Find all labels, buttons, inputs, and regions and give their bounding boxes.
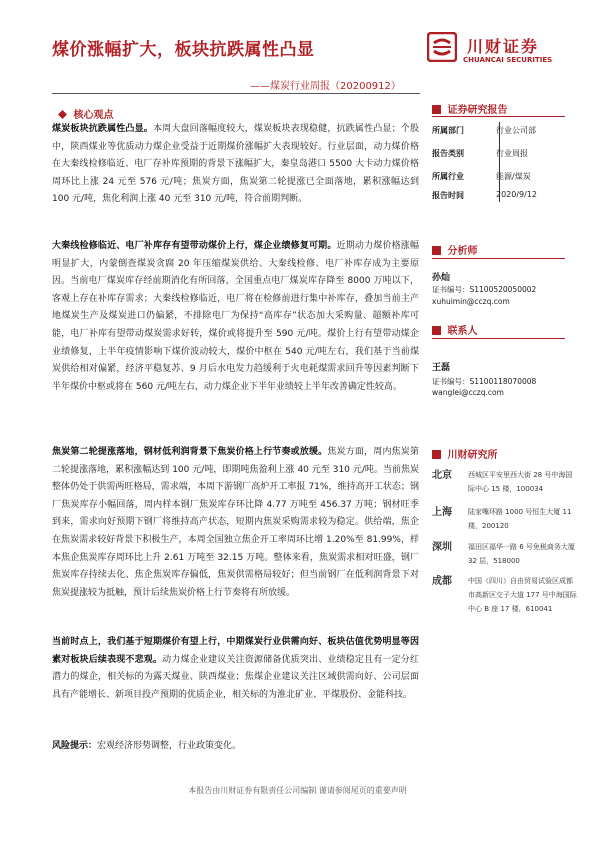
- office-city-shanghai: 上海: [432, 507, 452, 518]
- info-value: 2020/9/12: [496, 190, 538, 199]
- logo-text-cn: 川财证券: [467, 37, 540, 56]
- sidebar-rule: [432, 116, 565, 117]
- office-city-shenzhen: 深圳: [432, 542, 452, 553]
- info-value: 行业公司部: [496, 126, 536, 135]
- paragraph-4: [52, 634, 419, 704]
- info-key: 报告类别: [432, 149, 464, 158]
- logo-mark-icon: [427, 32, 457, 62]
- sidebar-company-title: [432, 446, 497, 461]
- info-value: 行业周报: [496, 149, 528, 158]
- office-city-beijing: 北京: [432, 470, 452, 481]
- info-key: 所属部门: [432, 126, 464, 135]
- paragraph-4-lead: 当前时点上，我们基于短期煤价有望上行，中期煤炭行业供需向好、板块估值优势明显等因素对板块后续表现不悲观。: [52, 637, 419, 665]
- sidebar-contact-label: 联系人: [447, 326, 478, 337]
- info-key: 报告时间: [432, 191, 464, 200]
- paragraph-3-text: 焦炭方面，周内焦炭第二轮提涨落地，累积涨幅达到 100 元/吨，即期吨焦盈利上涨 40 元至 310 元/吨。当前焦炭整体仍处于供需两旺格局，需求端，本周下游钢厂高炉开工率报 71%，维持高开工状态；钢厂焦炭库存小幅回落，周内样本钢厂焦炭库存环比降 4.77 万吨至 456.37 万吨；钢材旺季到来，需求向好预期下钢厂将维持高产状态，短期内焦炭采购需求较为稳定。供给端，焦企在焦炭需求较好背景下积极生产，本周全国独立焦企开工率周环比增 1.20%至 81.99%，样本焦企焦炭库存周环比上升 2.61 万吨至 32.15 万吨。整体来看，焦炭需求相对旺盛，钢厂焦炭库存持续去化、焦企焦炭库存偏低，焦炭供需格局较好；但当前钢厂在低利润背景下对焦炭提涨较为抵触，预计后续焦炭价格上行节奏将有所放缓。: [52, 447, 419, 598]
- paragraph-1-lead: 煤炭板块抗跌属性凸显。: [52, 124, 153, 134]
- risk-warning: [52, 738, 419, 756]
- office-address-chengdu: 中国（四川）自由贸易试验区成都市高新区交子大道 177 号中海国际中心 B 座 17 楼，610041: [468, 577, 577, 613]
- office-address-beijing: 西城区平安里西大街 28 号中海国际中心 15 楼，100034: [468, 471, 573, 493]
- report-subtitle: ——煤炭行业周报（20200912）: [250, 81, 401, 92]
- analyst-email[interactable]: xuhuimin@cczq.com: [432, 297, 510, 306]
- paragraph-2: [52, 238, 419, 396]
- contact-email[interactable]: wanglei@cczq.com: [432, 388, 504, 397]
- office-address-shanghai: 陆家嘴环路 1000 号恒生大厦 11 楼，200120: [468, 508, 572, 530]
- diamond-icon: [58, 110, 67, 119]
- contact-cert: 证书编号：S1100118070008: [432, 377, 537, 386]
- sidebar-report-title: [432, 101, 507, 116]
- sidebar-contact-title: [432, 322, 477, 337]
- info-key: 所属行业: [432, 172, 464, 181]
- square-icon: [432, 450, 441, 459]
- sidebar-report-title-label: 证券研究报告: [447, 105, 508, 116]
- paragraph-3: [52, 444, 419, 602]
- risk-text: 宏观经济形势调整，行业政策变化。: [97, 741, 242, 751]
- paragraph-1-text: 本周大盘回落幅度较大，煤炭板块表现稳健，抗跌属性凸显；个股中，陕西煤业等优质动力煤企业受益于近期煤价涨幅扩大表现较好。行业层面，动力煤价格在大秦线检修临近、电厂存补库预期的背景下涨幅扩大，秦皇岛港口 5500 大卡动力煤价格周环比上涨 24 元至 576 元/吨；焦炭方面，焦炭第二轮提涨已全面落地，累积涨幅达到 100 元/吨，焦化利润上涨 40 元至 310 元/吨，符合前期判断。: [52, 124, 419, 205]
- paragraph-4-text: 动力煤企业建议关注资源储备优质突出、业绩稳定且有一定分红潜力的煤企，相关标的为露天煤业、陕西煤业；焦煤企业建议关注区域供需向好、公司层面具有产能增长、新项目投产预期的优质企业，相关标的为淮北矿业、平煤股份、金能科技。: [52, 654, 419, 700]
- square-icon: [432, 246, 441, 255]
- analyst-name: 孙灿: [432, 273, 451, 283]
- contact-name: 王磊: [432, 363, 451, 373]
- header-divider: [52, 93, 420, 94]
- paragraph-3-lead: 焦炭第二轮提涨落地，钢材低利润背景下焦炭价格上行节奏或放缓。: [52, 447, 328, 457]
- office-address-shenzhen: 福田区福华一路 6 号免税商务大厦 32 层，518000: [468, 543, 575, 565]
- section-core-views-label: 核心观点: [73, 110, 114, 121]
- company-logo: [427, 30, 567, 70]
- sidebar-rule: [432, 338, 565, 339]
- page-footer: 本报告由川财证券有限责任公司编制 谨请参阅尾页的重要声明: [188, 786, 407, 795]
- sidebar-company-label: 川财研究所: [447, 450, 498, 461]
- office-city-chengdu: 成都: [432, 576, 452, 587]
- paragraph-2-lead: 大秦线检修临近、电厂补库存有望带动煤价上行，煤企业绩修复可期。: [52, 241, 337, 251]
- paragraph-1: [52, 121, 419, 209]
- sidebar-rule: [432, 258, 565, 259]
- square-icon: [432, 105, 441, 114]
- paragraph-2-text: 近期动力煤价格涨幅明显扩大，内蒙倒查煤炭贪腐 20 年压缩煤炭供给、大秦线检修、电厂补库存成为主要原因。当前电厂煤炭库存经前期消化有所回落，全国重点电厂煤炭库存降至 8000 万吨以下，客观上存在补库存需求；大秦线检修临近，电厂将在检修前进行集中补库存，叠加当前主产地煤炭生产及煤炭进口仍偏紧，不排除电厂为保持“高库存”状态加大采购量、超额补库可能，电厂补库有望带动煤炭需求好转，煤价或将提升至 590 元/吨。煤价上行有望带动煤企业绩修复，上半年疫情影响下煤价波动较大，煤价中枢在 540 元/吨左右，我们基于当前煤炭供给相对偏紧，经济平稳复苏、9 月后水电发力趋缓利于火电耗煤需求回升等因素判断下半年煤价中枢或将在 560 元/吨左右，动力煤企业下半年业绩较上半年改善确定性较高。: [52, 241, 419, 392]
- section-core-views: [58, 106, 113, 121]
- sidebar-analyst-title: [432, 242, 477, 257]
- risk-label: 风险提示：: [52, 741, 98, 751]
- info-value: 能源/煤炭: [496, 172, 531, 181]
- logo-text-en: CHUANCAI SECURITIES: [463, 56, 553, 64]
- report-title: 煤价涨幅扩大，板块抗跌属性凸显: [52, 40, 315, 60]
- sidebar-analyst-label: 分析师: [447, 246, 478, 257]
- square-icon: [432, 326, 441, 335]
- analyst-cert: 证书编号：S1100520050002: [432, 285, 537, 294]
